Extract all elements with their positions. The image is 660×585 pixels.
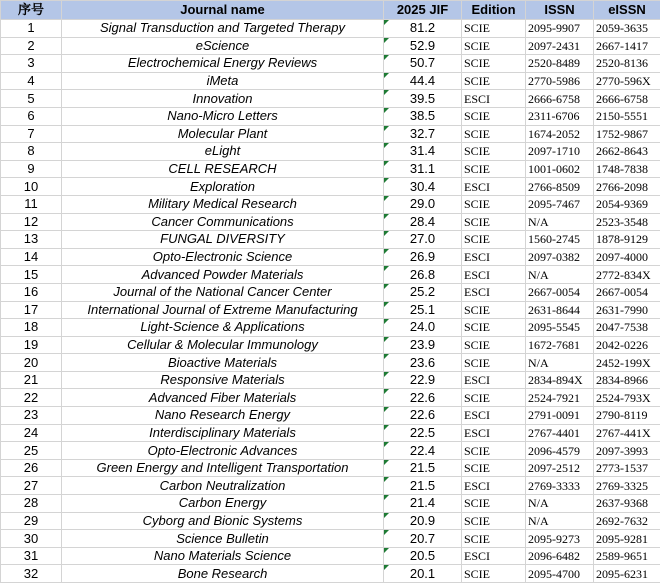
cell-journal-name[interactable]: Journal of the National Cancer Center	[62, 283, 384, 301]
cell-journal-name[interactable]: Advanced Powder Materials	[62, 266, 384, 284]
table-row[interactable]	[1, 213, 660, 231]
cell-jif[interactable]	[384, 512, 462, 530]
cell-jif[interactable]	[384, 424, 462, 442]
jif-value: 20.9	[409, 512, 436, 528]
jif-value: 31.4	[409, 143, 436, 159]
table-row[interactable]	[1, 512, 660, 530]
number-stored-as-text-indicator-icon	[384, 284, 389, 289]
cell-issn[interactable]: N/A	[526, 512, 594, 530]
cell-eissn[interactable]: 2766-2098	[594, 178, 660, 196]
number-stored-as-text-indicator-icon	[384, 389, 389, 394]
cell-jif[interactable]	[384, 301, 462, 319]
table-row[interactable]	[1, 160, 660, 178]
cell-edition[interactable]: ESCI	[462, 407, 526, 425]
cell-edition[interactable]: ESCI	[462, 371, 526, 389]
table-row[interactable]	[1, 90, 660, 108]
cell-journal-name[interactable]: Signal Transduction and Targeted Therapy	[62, 20, 384, 38]
cell-edition[interactable]: SCIE	[462, 107, 526, 125]
cell-jif[interactable]	[384, 231, 462, 249]
cell-issn[interactable]: 1560-2745	[526, 231, 594, 249]
cell-journal-name[interactable]: Advanced Fiber Materials	[62, 389, 384, 407]
number-stored-as-text-indicator-icon	[384, 90, 389, 95]
cell-edition[interactable]: SCIE	[462, 495, 526, 513]
cell-issn[interactable]: 2667-0054	[526, 283, 594, 301]
cell-no[interactable]: 15	[1, 266, 62, 284]
cell-journal-name[interactable]: Opto-Electronic Science	[62, 248, 384, 266]
table-row[interactable]	[1, 37, 660, 55]
jif-value: 22.5	[409, 424, 436, 440]
cell-eissn[interactable]: 2772-834X	[594, 266, 660, 284]
number-stored-as-text-indicator-icon	[384, 442, 389, 447]
jif-value: 22.9	[409, 372, 436, 388]
cell-eissn[interactable]: 2042-0226	[594, 336, 660, 354]
cell-no[interactable]: 18	[1, 319, 62, 337]
table-row[interactable]	[1, 477, 660, 495]
number-stored-as-text-indicator-icon	[384, 231, 389, 236]
number-stored-as-text-indicator-icon	[384, 161, 389, 166]
cell-jif[interactable]	[384, 442, 462, 460]
cell-no[interactable]: 19	[1, 336, 62, 354]
jif-value: 20.1	[409, 565, 436, 581]
cell-issn[interactable]: N/A	[526, 495, 594, 513]
cell-no[interactable]: 17	[1, 301, 62, 319]
jif-value: 22.6	[409, 389, 436, 405]
cell-edition[interactable]: ESCI	[462, 248, 526, 266]
cell-no[interactable]: 1	[1, 20, 62, 38]
cell-journal-name[interactable]: Cellular & Molecular Immunology	[62, 336, 384, 354]
cell-issn[interactable]: 2097-0382	[526, 248, 594, 266]
cell-issn[interactable]: 2095-5545	[526, 319, 594, 337]
cell-jif[interactable]	[384, 477, 462, 495]
number-stored-as-text-indicator-icon	[384, 477, 389, 482]
cell-eissn[interactable]: 2662-8643	[594, 143, 660, 161]
cell-edition[interactable]: SCIE	[462, 143, 526, 161]
cell-eissn[interactable]: 2773-1537	[594, 459, 660, 477]
cell-eissn[interactable]: 2770-596X	[594, 72, 660, 90]
jif-value: 32.7	[409, 125, 436, 141]
number-stored-as-text-indicator-icon	[384, 143, 389, 148]
cell-issn[interactable]: N/A	[526, 354, 594, 372]
cell-edition[interactable]: ESCI	[462, 424, 526, 442]
jif-value: 20.5	[409, 548, 436, 564]
cell-no[interactable]: 12	[1, 213, 62, 231]
cell-issn[interactable]: 2631-8644	[526, 301, 594, 319]
cell-edition[interactable]: SCIE	[462, 301, 526, 319]
number-stored-as-text-indicator-icon	[384, 55, 389, 60]
cell-no[interactable]: 32	[1, 565, 62, 583]
cell-issn[interactable]: 2311-6706	[526, 107, 594, 125]
number-stored-as-text-indicator-icon	[384, 178, 389, 183]
header-edition[interactable]: Edition	[462, 1, 526, 20]
cell-jif[interactable]	[384, 160, 462, 178]
cell-jif[interactable]	[384, 195, 462, 213]
table-row[interactable]	[1, 231, 660, 249]
cell-no[interactable]: 11	[1, 195, 62, 213]
cell-edition[interactable]: ESCI	[462, 477, 526, 495]
number-stored-as-text-indicator-icon	[384, 407, 389, 412]
cell-issn[interactable]: 2666-6758	[526, 90, 594, 108]
cell-jif[interactable]	[384, 125, 462, 143]
cell-journal-name[interactable]: Responsive Materials	[62, 371, 384, 389]
table-row[interactable]	[1, 424, 660, 442]
cell-journal-name[interactable]: Opto-Electronic Advances	[62, 442, 384, 460]
number-stored-as-text-indicator-icon	[384, 319, 389, 324]
number-stored-as-text-indicator-icon	[384, 126, 389, 131]
cell-edition[interactable]: SCIE	[462, 336, 526, 354]
cell-journal-name[interactable]: International Journal of Extreme Manufacturing	[62, 301, 384, 319]
cell-issn[interactable]: 2095-9273	[526, 530, 594, 548]
cell-journal-name[interactable]: Light-Science & Applications	[62, 319, 384, 337]
jif-value: 27.0	[409, 231, 436, 247]
cell-issn[interactable]: 2791-0091	[526, 407, 594, 425]
number-stored-as-text-indicator-icon	[384, 266, 389, 271]
cell-eissn[interactable]: 2667-0054	[594, 283, 660, 301]
jif-value: 24.0	[409, 319, 436, 335]
cell-jif[interactable]	[384, 319, 462, 337]
header-row	[1, 1, 660, 20]
cell-no[interactable]: 5	[1, 90, 62, 108]
cell-edition[interactable]: SCIE	[462, 231, 526, 249]
table-row[interactable]	[1, 55, 660, 73]
cell-no[interactable]: 9	[1, 160, 62, 178]
cell-journal-name[interactable]: Science Bulletin	[62, 530, 384, 548]
cell-eissn[interactable]: 2790-8119	[594, 407, 660, 425]
cell-no[interactable]: 22	[1, 389, 62, 407]
cell-issn[interactable]: 2524-7921	[526, 389, 594, 407]
cell-no[interactable]: 29	[1, 512, 62, 530]
cell-jif[interactable]	[384, 336, 462, 354]
number-stored-as-text-indicator-icon	[384, 73, 389, 78]
cell-jif[interactable]	[384, 143, 462, 161]
cell-no[interactable]: 16	[1, 283, 62, 301]
jif-value: 38.5	[409, 108, 436, 124]
cell-no[interactable]: 3	[1, 55, 62, 73]
cell-edition[interactable]: SCIE	[462, 319, 526, 337]
cell-edition[interactable]: ESCI	[462, 283, 526, 301]
cell-no[interactable]: 28	[1, 495, 62, 513]
cell-edition[interactable]: ESCI	[462, 178, 526, 196]
cell-jif[interactable]	[384, 72, 462, 90]
cell-journal-name[interactable]: eLight	[62, 143, 384, 161]
cell-jif[interactable]	[384, 459, 462, 477]
number-stored-as-text-indicator-icon	[384, 196, 389, 201]
number-stored-as-text-indicator-icon	[384, 565, 389, 570]
cell-edition[interactable]: SCIE	[462, 459, 526, 477]
cell-eissn[interactable]: 2769-3325	[594, 477, 660, 495]
number-stored-as-text-indicator-icon	[384, 20, 389, 25]
cell-eissn[interactable]: 2524-793X	[594, 389, 660, 407]
cell-no[interactable]: 6	[1, 107, 62, 125]
table-row[interactable]	[1, 125, 660, 143]
cell-jif[interactable]	[384, 248, 462, 266]
cell-edition[interactable]: SCIE	[462, 37, 526, 55]
number-stored-as-text-indicator-icon	[384, 214, 389, 219]
cell-journal-name[interactable]: Exploration	[62, 178, 384, 196]
cell-no[interactable]: 21	[1, 371, 62, 389]
cell-issn[interactable]: 1001-0602	[526, 160, 594, 178]
cell-jif[interactable]	[384, 389, 462, 407]
table-row[interactable]	[1, 530, 660, 548]
cell-issn[interactable]: 2767-4401	[526, 424, 594, 442]
cell-jif[interactable]	[384, 283, 462, 301]
cell-no[interactable]: 24	[1, 424, 62, 442]
jif-value: 23.9	[409, 336, 436, 352]
cell-eissn[interactable]: 1752-9867	[594, 125, 660, 143]
cell-edition[interactable]: SCIE	[462, 55, 526, 73]
cell-journal-name[interactable]: eScience	[62, 37, 384, 55]
cell-issn[interactable]: 2766-8509	[526, 178, 594, 196]
table-row[interactable]	[1, 371, 660, 389]
table-row[interactable]	[1, 407, 660, 425]
cell-edition[interactable]: SCIE	[462, 72, 526, 90]
table-row[interactable]	[1, 565, 660, 583]
jif-value: 23.6	[409, 354, 436, 370]
table-row[interactable]	[1, 495, 660, 513]
cell-jif[interactable]	[384, 495, 462, 513]
cell-journal-name[interactable]: Military Medical Research	[62, 195, 384, 213]
cell-journal-name[interactable]: Green Energy and Intelligent Transportation	[62, 459, 384, 477]
jif-value: 29.0	[409, 196, 436, 212]
number-stored-as-text-indicator-icon	[384, 460, 389, 465]
jif-value: 28.4	[409, 213, 436, 229]
cell-no[interactable]: 13	[1, 231, 62, 249]
cell-jif[interactable]	[384, 565, 462, 583]
cell-eissn[interactable]: 2589-9651	[594, 547, 660, 565]
cell-no[interactable]: 14	[1, 248, 62, 266]
cell-eissn[interactable]: 2667-1417	[594, 37, 660, 55]
cell-jif[interactable]	[384, 178, 462, 196]
jif-value: 52.9	[409, 37, 436, 53]
cell-edition[interactable]: SCIE	[462, 389, 526, 407]
cell-journal-name[interactable]: CELL RESEARCH	[62, 160, 384, 178]
table-row[interactable]	[1, 143, 660, 161]
cell-eissn[interactable]: 2631-7990	[594, 301, 660, 319]
cell-issn[interactable]: 2095-4700	[526, 565, 594, 583]
number-stored-as-text-indicator-icon	[384, 302, 389, 307]
jif-value: 44.4	[409, 73, 436, 89]
cell-edition[interactable]: ESCI	[462, 266, 526, 284]
header-no[interactable]: 序号	[1, 1, 62, 20]
cell-edition[interactable]: ESCI	[462, 547, 526, 565]
cell-eissn[interactable]: 2523-3548	[594, 213, 660, 231]
cell-edition[interactable]: SCIE	[462, 512, 526, 530]
cell-jif[interactable]	[384, 107, 462, 125]
cell-no[interactable]: 27	[1, 477, 62, 495]
cell-no[interactable]: 25	[1, 442, 62, 460]
jif-value: 21.5	[409, 460, 436, 476]
cell-issn[interactable]: 2097-2512	[526, 459, 594, 477]
cell-edition[interactable]: ESCI	[462, 90, 526, 108]
table-row[interactable]	[1, 195, 660, 213]
jif-value: 50.7	[409, 55, 436, 71]
cell-issn[interactable]: 1672-7681	[526, 336, 594, 354]
cell-issn[interactable]: 2097-2431	[526, 37, 594, 55]
cell-eissn[interactable]: 1878-9129	[594, 231, 660, 249]
jif-value: 21.5	[409, 477, 436, 493]
jif-value: 31.1	[409, 161, 436, 177]
table-row[interactable]	[1, 459, 660, 477]
cell-no[interactable]: 4	[1, 72, 62, 90]
table-row[interactable]	[1, 389, 660, 407]
cell-journal-name[interactable]: FUNGAL DIVERSITY	[62, 231, 384, 249]
jif-value: 20.7	[409, 530, 436, 546]
cell-no[interactable]: 8	[1, 143, 62, 161]
number-stored-as-text-indicator-icon	[384, 337, 389, 342]
cell-issn[interactable]: 1674-2052	[526, 125, 594, 143]
cell-journal-name[interactable]: Interdisciplinary Materials	[62, 424, 384, 442]
cell-eissn[interactable]: 2767-441X	[594, 424, 660, 442]
jif-value: 25.2	[409, 284, 436, 300]
cell-edition[interactable]: SCIE	[462, 530, 526, 548]
table-row[interactable]	[1, 178, 660, 196]
jif-value: 22.4	[409, 442, 436, 458]
cell-eissn[interactable]: 2047-7538	[594, 319, 660, 337]
cell-journal-name[interactable]: Bioactive Materials	[62, 354, 384, 372]
table-row[interactable]	[1, 336, 660, 354]
cell-no[interactable]: 20	[1, 354, 62, 372]
number-stored-as-text-indicator-icon	[384, 354, 389, 359]
number-stored-as-text-indicator-icon	[384, 249, 389, 254]
cell-eissn[interactable]: 2452-199X	[594, 354, 660, 372]
cell-edition[interactable]: SCIE	[462, 20, 526, 38]
cell-journal-name[interactable]: Molecular Plant	[62, 125, 384, 143]
jif-value: 21.4	[409, 495, 436, 511]
cell-edition[interactable]: SCIE	[462, 354, 526, 372]
cell-jif[interactable]	[384, 213, 462, 231]
cell-issn[interactable]: 2770-5986	[526, 72, 594, 90]
table-row[interactable]	[1, 283, 660, 301]
table-row[interactable]	[1, 20, 660, 38]
header-journal-name[interactable]: Journal name	[62, 1, 384, 20]
cell-edition[interactable]: SCIE	[462, 160, 526, 178]
table-row[interactable]	[1, 442, 660, 460]
cell-eissn[interactable]: 1748-7838	[594, 160, 660, 178]
number-stored-as-text-indicator-icon	[384, 38, 389, 43]
cell-issn[interactable]: 2834-894X	[526, 371, 594, 389]
cell-no[interactable]: 2	[1, 37, 62, 55]
cell-no[interactable]: 7	[1, 125, 62, 143]
cell-issn[interactable]: 2095-7467	[526, 195, 594, 213]
cell-eissn[interactable]: 2637-9368	[594, 495, 660, 513]
jif-value: 25.1	[409, 301, 436, 317]
number-stored-as-text-indicator-icon	[384, 530, 389, 535]
cell-jif[interactable]	[384, 90, 462, 108]
cell-jif[interactable]	[384, 530, 462, 548]
cell-journal-name[interactable]: Nano-Micro Letters	[62, 107, 384, 125]
header-jif[interactable]: 2025 JIF	[384, 1, 462, 20]
header-issn[interactable]: ISSN	[526, 1, 594, 20]
cell-journal-name[interactable]: Cancer Communications	[62, 213, 384, 231]
number-stored-as-text-indicator-icon	[384, 108, 389, 113]
cell-issn[interactable]: N/A	[526, 266, 594, 284]
cell-edition[interactable]: SCIE	[462, 195, 526, 213]
cell-journal-name[interactable]: Cyborg and Bionic Systems	[62, 512, 384, 530]
cell-jif[interactable]	[384, 371, 462, 389]
cell-journal-name[interactable]: Carbon Energy	[62, 495, 384, 513]
number-stored-as-text-indicator-icon	[384, 425, 389, 430]
number-stored-as-text-indicator-icon	[384, 548, 389, 553]
cell-jif[interactable]	[384, 354, 462, 372]
cell-journal-name[interactable]: Nano Materials Science	[62, 547, 384, 565]
cell-eissn[interactable]: 2520-8136	[594, 55, 660, 73]
cell-no[interactable]: 10	[1, 178, 62, 196]
cell-issn[interactable]: 2097-1710	[526, 143, 594, 161]
table-row[interactable]	[1, 72, 660, 90]
cell-eissn[interactable]: 2059-3635	[594, 20, 660, 38]
cell-jif[interactable]	[384, 407, 462, 425]
cell-edition[interactable]: SCIE	[462, 565, 526, 583]
table-row[interactable]	[1, 547, 660, 565]
cell-journal-name[interactable]: Carbon Neutralization	[62, 477, 384, 495]
cell-journal-name[interactable]: Innovation	[62, 90, 384, 108]
cell-eissn[interactable]: 2150-5551	[594, 107, 660, 125]
number-stored-as-text-indicator-icon	[384, 372, 389, 377]
cell-jif[interactable]	[384, 37, 462, 55]
jif-value: 26.8	[409, 266, 436, 282]
cell-journal-name[interactable]: Electrochemical Energy Reviews	[62, 55, 384, 73]
table-row[interactable]	[1, 319, 660, 337]
jif-value: 22.6	[409, 407, 436, 423]
cell-edition[interactable]: SCIE	[462, 213, 526, 231]
jif-value: 81.2	[409, 20, 436, 36]
cell-issn[interactable]: 2096-6482	[526, 547, 594, 565]
cell-eissn[interactable]: 2666-6758	[594, 90, 660, 108]
cell-no[interactable]: 31	[1, 547, 62, 565]
cell-eissn[interactable]: 2097-4000	[594, 248, 660, 266]
table-row[interactable]	[1, 301, 660, 319]
cell-jif[interactable]	[384, 547, 462, 565]
cell-no[interactable]: 30	[1, 530, 62, 548]
cell-jif[interactable]	[384, 266, 462, 284]
cell-edition[interactable]: SCIE	[462, 125, 526, 143]
cell-eissn[interactable]: 2095-6231	[594, 565, 660, 583]
number-stored-as-text-indicator-icon	[384, 513, 389, 518]
cell-jif[interactable]	[384, 20, 462, 38]
cell-no[interactable]: 26	[1, 459, 62, 477]
cell-eissn[interactable]: 2095-9281	[594, 530, 660, 548]
cell-eissn[interactable]: 2097-3993	[594, 442, 660, 460]
cell-edition[interactable]: SCIE	[462, 442, 526, 460]
cell-issn[interactable]: 2095-9907	[526, 20, 594, 38]
cell-journal-name[interactable]: Nano Research Energy	[62, 407, 384, 425]
cell-issn[interactable]: 2769-3333	[526, 477, 594, 495]
cell-eissn[interactable]: 2692-7632	[594, 512, 660, 530]
cell-jif[interactable]	[384, 55, 462, 73]
header-eissn[interactable]: eISSN	[594, 1, 660, 20]
cell-issn[interactable]: N/A	[526, 213, 594, 231]
cell-issn[interactable]: 2520-8489	[526, 55, 594, 73]
table-row[interactable]	[1, 354, 660, 372]
jif-value: 30.4	[409, 178, 436, 194]
table-row[interactable]	[1, 248, 660, 266]
cell-eissn[interactable]: 2054-9369	[594, 195, 660, 213]
cell-issn[interactable]: 2096-4579	[526, 442, 594, 460]
table-row[interactable]	[1, 107, 660, 125]
jif-value: 39.5	[409, 90, 436, 106]
number-stored-as-text-indicator-icon	[384, 495, 389, 500]
table-row[interactable]	[1, 266, 660, 284]
cell-journal-name[interactable]: iMeta	[62, 72, 384, 90]
jif-value: 26.9	[409, 249, 436, 265]
cell-eissn[interactable]: 2834-8966	[594, 371, 660, 389]
cell-journal-name[interactable]: Bone Research	[62, 565, 384, 583]
cell-no[interactable]: 23	[1, 407, 62, 425]
